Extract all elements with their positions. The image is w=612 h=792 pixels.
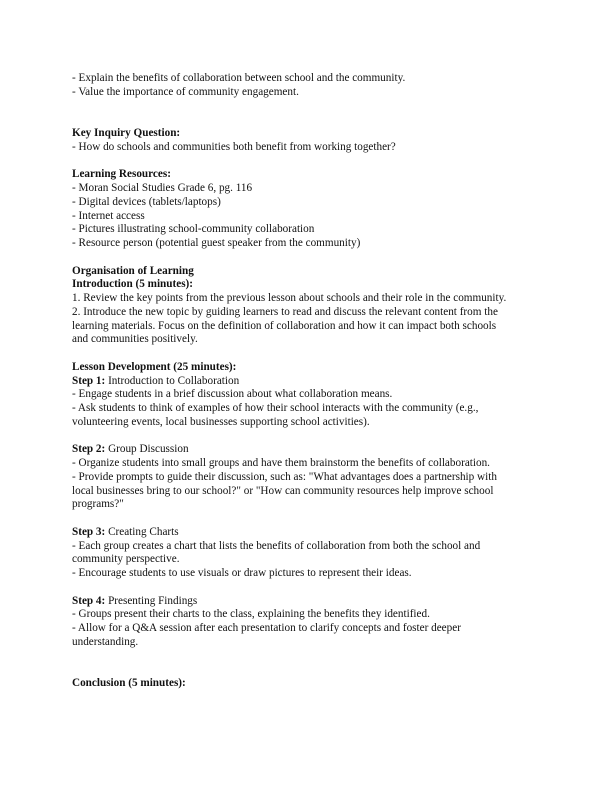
step-label: Step 2: <box>72 443 106 456</box>
step-line: - Each group creates a chart that lists the benefits of collaboration from both the school and <box>72 539 481 552</box>
introduction-heading: Introduction (5 minutes): <box>72 278 193 291</box>
step-line: - Organize students into small groups and have them brainstorm the benefits of collaboration. <box>72 457 490 469</box>
step-heading <box>72 595 542 609</box>
step-line: - Engage students in a brief discussion about what collaboration means. <box>72 388 393 401</box>
step-title: Creating Charts <box>105 525 179 538</box>
resource-item: - Moran Social Studies Grade 6, pg. 116 <box>72 182 253 194</box>
resources-section <box>72 168 542 251</box>
organisation-heading: Organisation of Learning <box>72 264 194 277</box>
step-block <box>72 526 542 581</box>
step-title: Group Discussion <box>105 443 189 456</box>
step-line: - Groups present their charts to the class, explaining the benefits they identified. <box>72 608 430 621</box>
introduction-line: 1. Review the key points from the previous lesson about schools and their role in the community. <box>72 292 507 304</box>
step-line: community perspective. <box>72 553 180 566</box>
step-block <box>72 443 542 512</box>
step-label: Step 4: <box>72 594 106 607</box>
organisation-section <box>72 265 542 348</box>
step-line: local businesses bring to our school?" or "How can community resources help improve school <box>72 484 494 497</box>
development-heading: Lesson Development (25 minutes): <box>72 360 237 373</box>
resource-item: - Pictures illustrating school-community collaboration <box>72 223 315 236</box>
resource-item: - Resource person (potential guest speaker from the community) <box>72 237 361 249</box>
inquiry-heading: Key Inquiry Question: <box>72 127 181 139</box>
step-title: Presenting Findings <box>105 594 198 607</box>
resources-heading: Learning Resources: <box>72 168 171 181</box>
step-line: volunteering events, local businesses supporting school activities). <box>72 415 370 428</box>
step-heading <box>72 443 542 457</box>
document-page <box>72 72 542 691</box>
step-line: - Encourage students to use visuals or draw pictures to represent their ideas. <box>72 567 412 579</box>
step-label: Step 3: <box>72 525 106 538</box>
step-title: Introduction to Collaboration <box>105 374 240 387</box>
resource-item: - Digital devices (tablets/laptops) <box>72 195 221 208</box>
introduction-line: and communities positively. <box>72 333 198 346</box>
development-section <box>72 361 542 650</box>
step-line: understanding. <box>72 635 139 648</box>
inquiry-item: - How do schools and communities both benefit from working together? <box>72 140 396 153</box>
objective-item: - Value the importance of community engagement. <box>72 85 299 98</box>
step-heading <box>72 526 542 540</box>
step-block <box>72 595 542 650</box>
step-line: programs?" <box>72 498 124 511</box>
introduction-line: learning materials. Focus on the definition of collaboration and how it can impact both schools <box>72 319 497 332</box>
inquiry-section <box>72 127 542 155</box>
objective-item: - Explain the benefits of collaboration between school and the community. <box>72 72 406 84</box>
objectives-list <box>72 72 542 100</box>
conclusion-section <box>72 677 542 691</box>
resource-item: - Internet access <box>72 209 145 222</box>
step-heading <box>72 375 542 389</box>
step-line: - Allow for a Q&A session after each presentation to clarify concepts and foster deeper <box>72 622 461 634</box>
conclusion-heading: Conclusion (5 minutes): <box>72 677 186 689</box>
step-line: - Ask students to think of examples of how their school interacts with the community (e.g., <box>72 402 479 414</box>
step-block <box>72 375 542 430</box>
step-label: Step 1: <box>72 374 106 387</box>
introduction-line: 2. Introduce the new topic by guiding learners to read and discuss the relevant content from the <box>72 305 498 318</box>
step-line: - Provide prompts to guide their discussion, such as: "What advantages does a partnership with <box>72 470 497 483</box>
